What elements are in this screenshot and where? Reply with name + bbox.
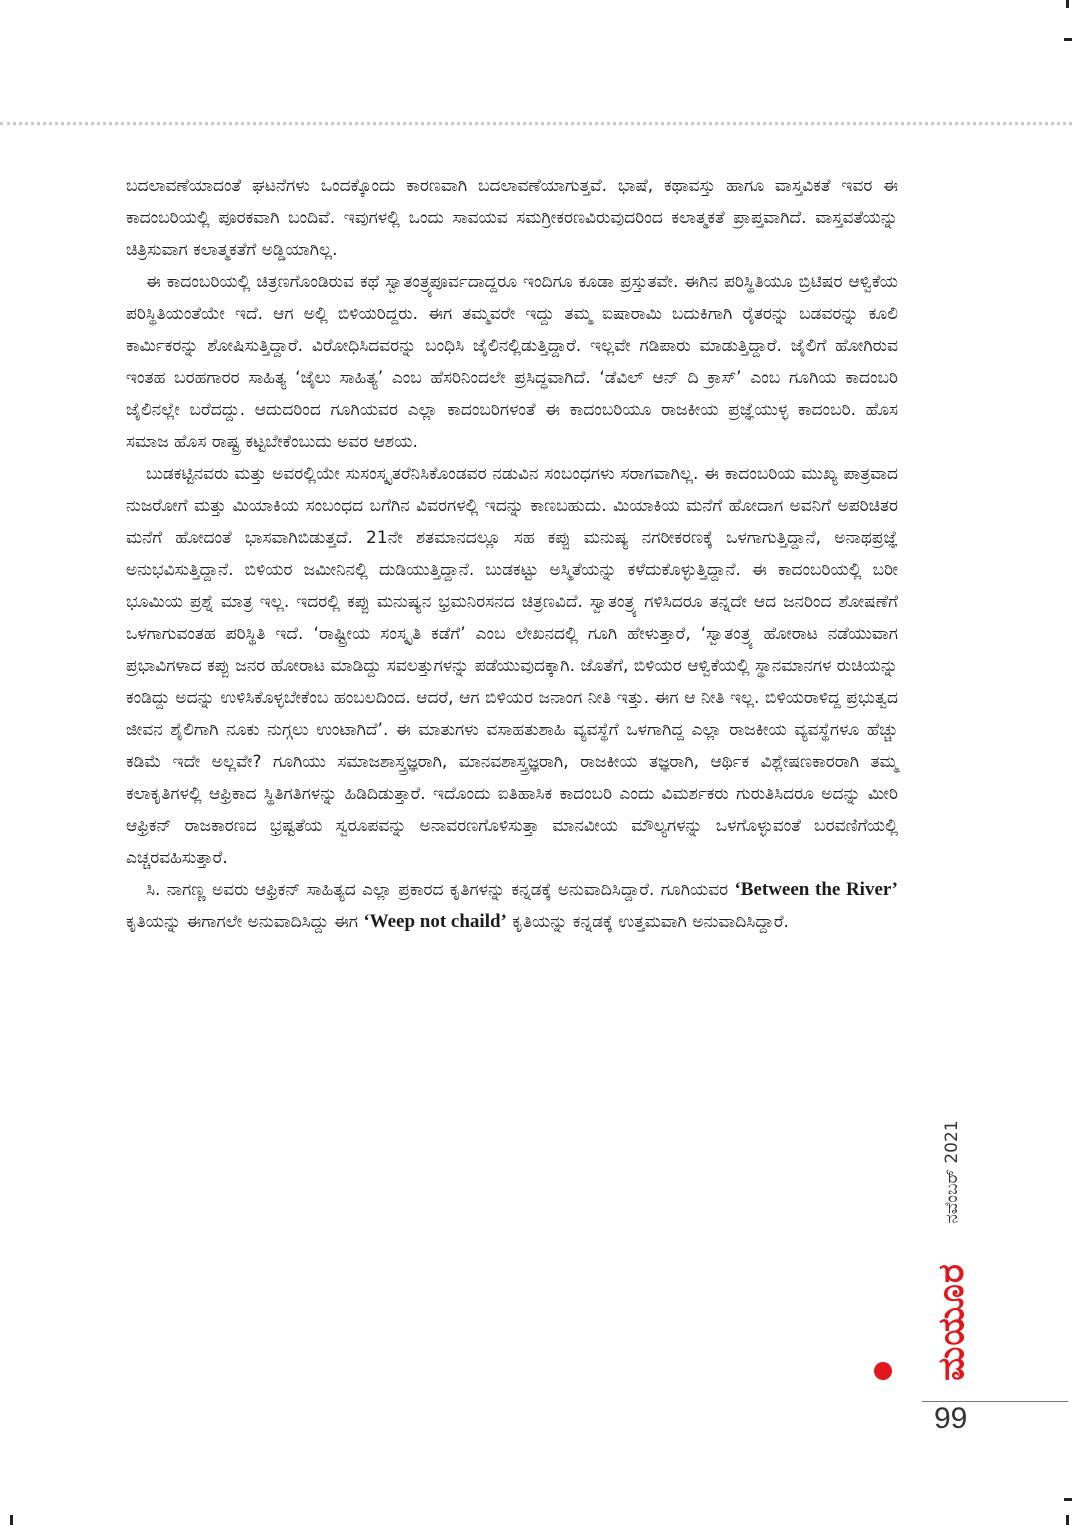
- crop-mark-bottom-right: [1066, 1515, 1069, 1525]
- paragraph-4: [126, 874, 898, 938]
- paragraph-1: ಬದಲಾವಣೆಯಾದಂತೆ ಘಟನೆಗಳು ಒಂದಕ್ಕೊಂದು ಕಾರಣವಾಗಿ ಬದಲಾವಣೆಯಾಗುತ್ತವೆ. ಭಾಷೆ, ಕಥಾವಸ್ತು ಹಾಗೂ ವಾಸ್ತವಿಕತೆ ಇವರ ಈ ಕಾದಂಬರಿಯಲ್ಲಿ ಪೂರಕವಾಗಿ ಬಂದಿವೆ. ಇವುಗಳಲ್ಲಿ ಒಂದು ಸಾವಯವ ಸಮಗ್ರೀಕರಣವಿರುವುದರಿಂದ ಕಲಾತ್ಮಕತೆ ಪ್ರಾಪ್ತವಾಗಿದೆ. ವಾಸ್ತವತೆಯನ್ನು ಚಿತ್ರಿಸುವಾಗ ಕಲಾತ್ಮಕತೆಗೆ ಅಡ್ಡಿಯಾಗಿಲ್ಲ.: [126, 176, 898, 260]
- book-title-weep-not-child: ‘Weep not chaild’: [363, 911, 507, 932]
- magazine-sidebar: [924, 1072, 980, 1392]
- header-dotted-rule: [0, 122, 1072, 125]
- crop-mark-bottom-left: [10, 1515, 13, 1525]
- magazine-masthead: ಮಯೂರ: [931, 1263, 972, 1381]
- paragraph-4-text-a: ಸಿ. ನಾಗಣ್ಣ ಅವರು ಆಫ್ರಿಕನ್ ಸಾಹಿತ್ಯದ ಎಲ್ಲಾ ಪ್ರಕಾರದ ಕೃತಿಗಳನ್ನು ಕನ್ನಡಕ್ಕೆ ಅನುವಾದಿಸಿದ್ದಾರೆ. ಗೂಗಿಯವರ: [146, 880, 735, 900]
- crop-mark-right-upper: [1064, 38, 1072, 41]
- crop-mark-top-right: [1066, 0, 1069, 8]
- paragraph-4-text-c: ಕೃತಿಯನ್ನು ಕನ್ನಡಕ್ಕೆ ಉತ್ತಮವಾಗಿ ಅನುವಾದಿಸಿದ್ದಾರೆ.: [506, 912, 789, 932]
- issue-date: ನವೆಂಬರ್ 2021: [942, 1120, 962, 1224]
- book-title-between-the-river: ‘Between the River’: [734, 879, 898, 900]
- article-body: [126, 170, 898, 938]
- end-mark-dot: [874, 1362, 892, 1380]
- page-number: 99: [934, 1402, 968, 1435]
- crop-mark-right-lower: [1064, 1498, 1072, 1501]
- paragraph-3: ಬುಡಕಟ್ಟಿನವರು ಮತ್ತು ಅವರಲ್ಲಿಯೇ ಸುಸಂಸ್ಕೃತರೆನಿಸಿಕೊಂಡವರ ನಡುವಿನ ಸಂಬಂಧಗಳು ಸರಾಗವಾಗಿಲ್ಲ. ಈ ಕಾದಂಬರಿಯ ಮುಖ್ಯ ಪಾತ್ರವಾದ ನುಜರೋಗೆ ಮತ್ತು ಮಿಯಾಕಿಯ ಸಂಬಂಧದ ಬಗೆಗಿನ ವಿವರಗಳಲ್ಲಿ ಇದನ್ನು ಕಾಣಬಹುದು. ಮಿಯಾಕಿಯ ಮನೆಗೆ ಹೋದಾಗ ಅವನಿಗೆ ಅಪರಿಚಿತರ ಮನೆಗೆ ಹೋದಂತೆ ಭಾಸವಾಗಿಬಿಡುತ್ತದೆ. 21ನೇ ಶತಮಾನದಲ್ಲೂ ಸಹ ಕಪ್ಪು ಮನುಷ್ಯ ನಗರೀಕರಣಕ್ಕೆ ಒಳಗಾಗುತ್ತಿದ್ದಾನೆ, ಅನಾಥಪ್ರಜ್ಞೆ ಅನುಭವಿಸುತ್ತಿದ್ದಾನೆ. ಬಿಳಿಯರ ಜಮೀನಿನಲ್ಲಿ ದುಡಿಯುತ್ತಿದ್ದಾನೆ. ಬುಡಕಟ್ಟು ಅಸ್ಮಿತೆಯನ್ನು ಕಳೆದುಕೊಳ್ಳುತ್ತಿದ್ದಾನೆ. ಈ ಕಾದಂಬರಿಯಲ್ಲಿ ಬರೀ ಭೂಮಿಯ ಪ್ರಶ್ನೆ ಮಾತ್ರ ಇಲ್ಲ. ಇದರಲ್ಲಿ ಕಪ್ಪು ಮನುಷ್ಯನ ಭ್ರಮನಿರಸನದ ಚಿತ್ರಣವಿದೆ. ಸ್ವಾತಂತ್ರ್ಯ ಗಳಿಸಿದರೂ ತನ್ನದೇ ಆದ ಜನರಿಂದ ಶೋಷಣೆಗೆ ಒಳಗಾಗುವಂತಹ ಪರಿಸ್ಥಿತಿ ಇದೆ. ‘ರಾಷ್ಟ್ರೀಯ ಸಂಸ್ಕೃತಿ ಕಡೆಗೆ’ ಎಂಬ ಲೇಖನದಲ್ಲಿ ಗೂಗಿ ಹೇಳುತ್ತಾರೆ, ‘ಸ್ವಾತಂತ್ರ್ಯ ಹೋರಾಟ ನಡೆಯುವಾಗ ಪ್ರಭಾವಿಗಳಾದ ಕಪ್ಪು ಜನರ ಹೋರಾಟ ಮಾಡಿದ್ದು ಸವಲತ್ತುಗಳನ್ನು ಪಡೆಯುವುದಕ್ಕಾಗಿ. ಜೊತೆಗೆ, ಬಿಳಿಯರ ಆಳ್ವಿಕೆಯಲ್ಲಿ ಸ್ಥಾನಮಾನಗಳ ರುಚಿಯನ್ನು ಕಂಡಿದ್ದು ಅದನ್ನು ಉಳಿಸಿಕೊಳ್ಳಬೇಕೆಂಬ ಹಂಬಲದಿಂದ. ಆದರೆ, ಆಗ ಬಿಳಿಯರ ಜನಾಂಗ ನೀತಿ ಇತ್ತು. ಈಗ ಆ ನೀತಿ ಇಲ್ಲ. ಬಿಳಿಯರಾಳಿದ್ದ ಪ್ರಭುತ್ವದ ಜೀವನ ಶೈಲಿಗಾಗಿ ನೂಕು ನುಗ್ಗಲು ಉಂಟಾಗಿದೆ’. ಈ ಮಾತುಗಳು ವಸಾಹತುಶಾಹಿ ವ್ಯವಸ್ಥೆಗೆ ಒಳಗಾಗಿದ್ದ ಎಲ್ಲಾ ರಾಜಕೀಯ ವ್ಯವಸ್ಥೆಗಳೂ ಹೆಚ್ಚು ಕಡಿಮೆ ಇದೇ ಅಲ್ಲವೇ? ಗೂಗಿಯು ಸಮಾಜಶಾಸ್ತ್ರಜ್ಞರಾಗಿ, ಮಾನವಶಾಸ್ತ್ರಜ್ಞರಾಗಿ, ರಾಜಕೀಯ ತಜ್ಞರಾಗಿ, ಆರ್ಥಿಕ ವಿಶ್ಲೇಷಣಕಾರರಾಗಿ ತಮ್ಮ ಕಲಾಕೃತಿಗಳಲ್ಲಿ ಆಫ್ರಿಕಾದ ಸ್ಥಿತಿಗತಿಗಳನ್ನು ಹಿಡಿದಿಡುತ್ತಾರೆ. ಇದೊಂದು ಐತಿಹಾಸಿಕ ಕಾದಂಬರಿ ಎಂದು ವಿಮರ್ಶಕರು ಗುರುತಿಸಿದರೂ ಅದನ್ನು ಮೀರಿ ಆಫ್ರಿಕನ್ ರಾಜಕಾರಣದ ಭ್ರಷ್ಟತೆಯ ಸ್ವರೂಪವನ್ನು ಅನಾವರಣಗೊಳಿಸುತ್ತಾ ಮಾನವೀಯ ಮೌಲ್ಯಗಳನ್ನು ಒಳಗೊಳ್ಳುವಂತೆ ಬರವಣಿಗೆಯಲ್ಲಿ ಎಚ್ಚರವಹಿಸುತ್ತಾರೆ.: [126, 464, 898, 868]
- paragraph-4-text-b: ಕೃತಿಯನ್ನು ಈಗಾಗಲೇ ಅನುವಾದಿಸಿದ್ದು ಈಗ: [126, 912, 364, 932]
- paragraph-2: ಈ ಕಾದಂಬರಿಯಲ್ಲಿ ಚಿತ್ರಣಗೊಂಡಿರುವ ಕಥೆ ಸ್ವಾತಂತ್ರ್ಯಪೂರ್ವದಾದ್ದರೂ ಇಂದಿಗೂ ಕೂಡಾ ಪ್ರಸ್ತುತವೇ. ಈಗಿನ ಪರಿಸ್ಥಿತಿಯೂ ಬ್ರಿಟಿಷರ ಆಳ್ವಿಕೆಯ ಪರಿಸ್ಥಿತಿಯಂತೆಯೇ ಇದೆ. ಆಗ ಅಲ್ಲಿ ಬಿಳಿಯರಿದ್ದರು. ಈಗ ತಮ್ಮವರೇ ಇದ್ದು ತಮ್ಮ ಐಷಾರಾಮಿ ಬದುಕಿಗಾಗಿ ರೈತರನ್ನು ಬಡವರನ್ನು ಕೂಲಿ ಕಾರ್ಮಿಕರನ್ನು ಶೋಷಿಸುತ್ತಿದ್ದಾರೆ. ವಿರೋಧಿಸಿದವರನ್ನು ಬಂಧಿಸಿ ಜೈಲಿನಲ್ಲಿಡುತ್ತಿದ್ದಾರೆ. ಇಲ್ಲವೇ ಗಡಿಪಾರು ಮಾಡುತ್ತಿದ್ದಾರೆ. ಜೈಲಿಗೆ ಹೋಗಿರುವ ಇಂತಹ ಬರಹಗಾರರ ಸಾಹಿತ್ಯ ‘ಜೈಲು ಸಾಹಿತ್ಯ’ ಎಂಬ ಹೆಸರಿನಿಂದಲೇ ಪ್ರಸಿದ್ಧವಾಗಿದೆ. ‘ಡೆವಿಲ್ ಆನ್ ದಿ ಕ್ರಾಸ್’ ಎಂಬ ಗೂಗಿಯ ಕಾದಂಬರಿ ಜೈಲಿನಲ್ಲೇ ಬರೆದದ್ದು. ಆದುದರಿಂದ ಗೂಗಿಯವರ ಎಲ್ಲಾ ಕಾದಂಬರಿಗಳಂತೆ ಈ ಕಾದಂಬರಿಯೂ ರಾಜಕೀಯ ಪ್ರಜ್ಞೆಯುಳ್ಳ ಕಾದಂಬರಿ. ಹೊಸ ಸಮಾಜ ಹೊಸ ರಾಷ್ಟ್ರ ಕಟ್ಟಬೇಕೆಂಬುದು ಅವರ ಆಶಯ.: [126, 272, 898, 452]
